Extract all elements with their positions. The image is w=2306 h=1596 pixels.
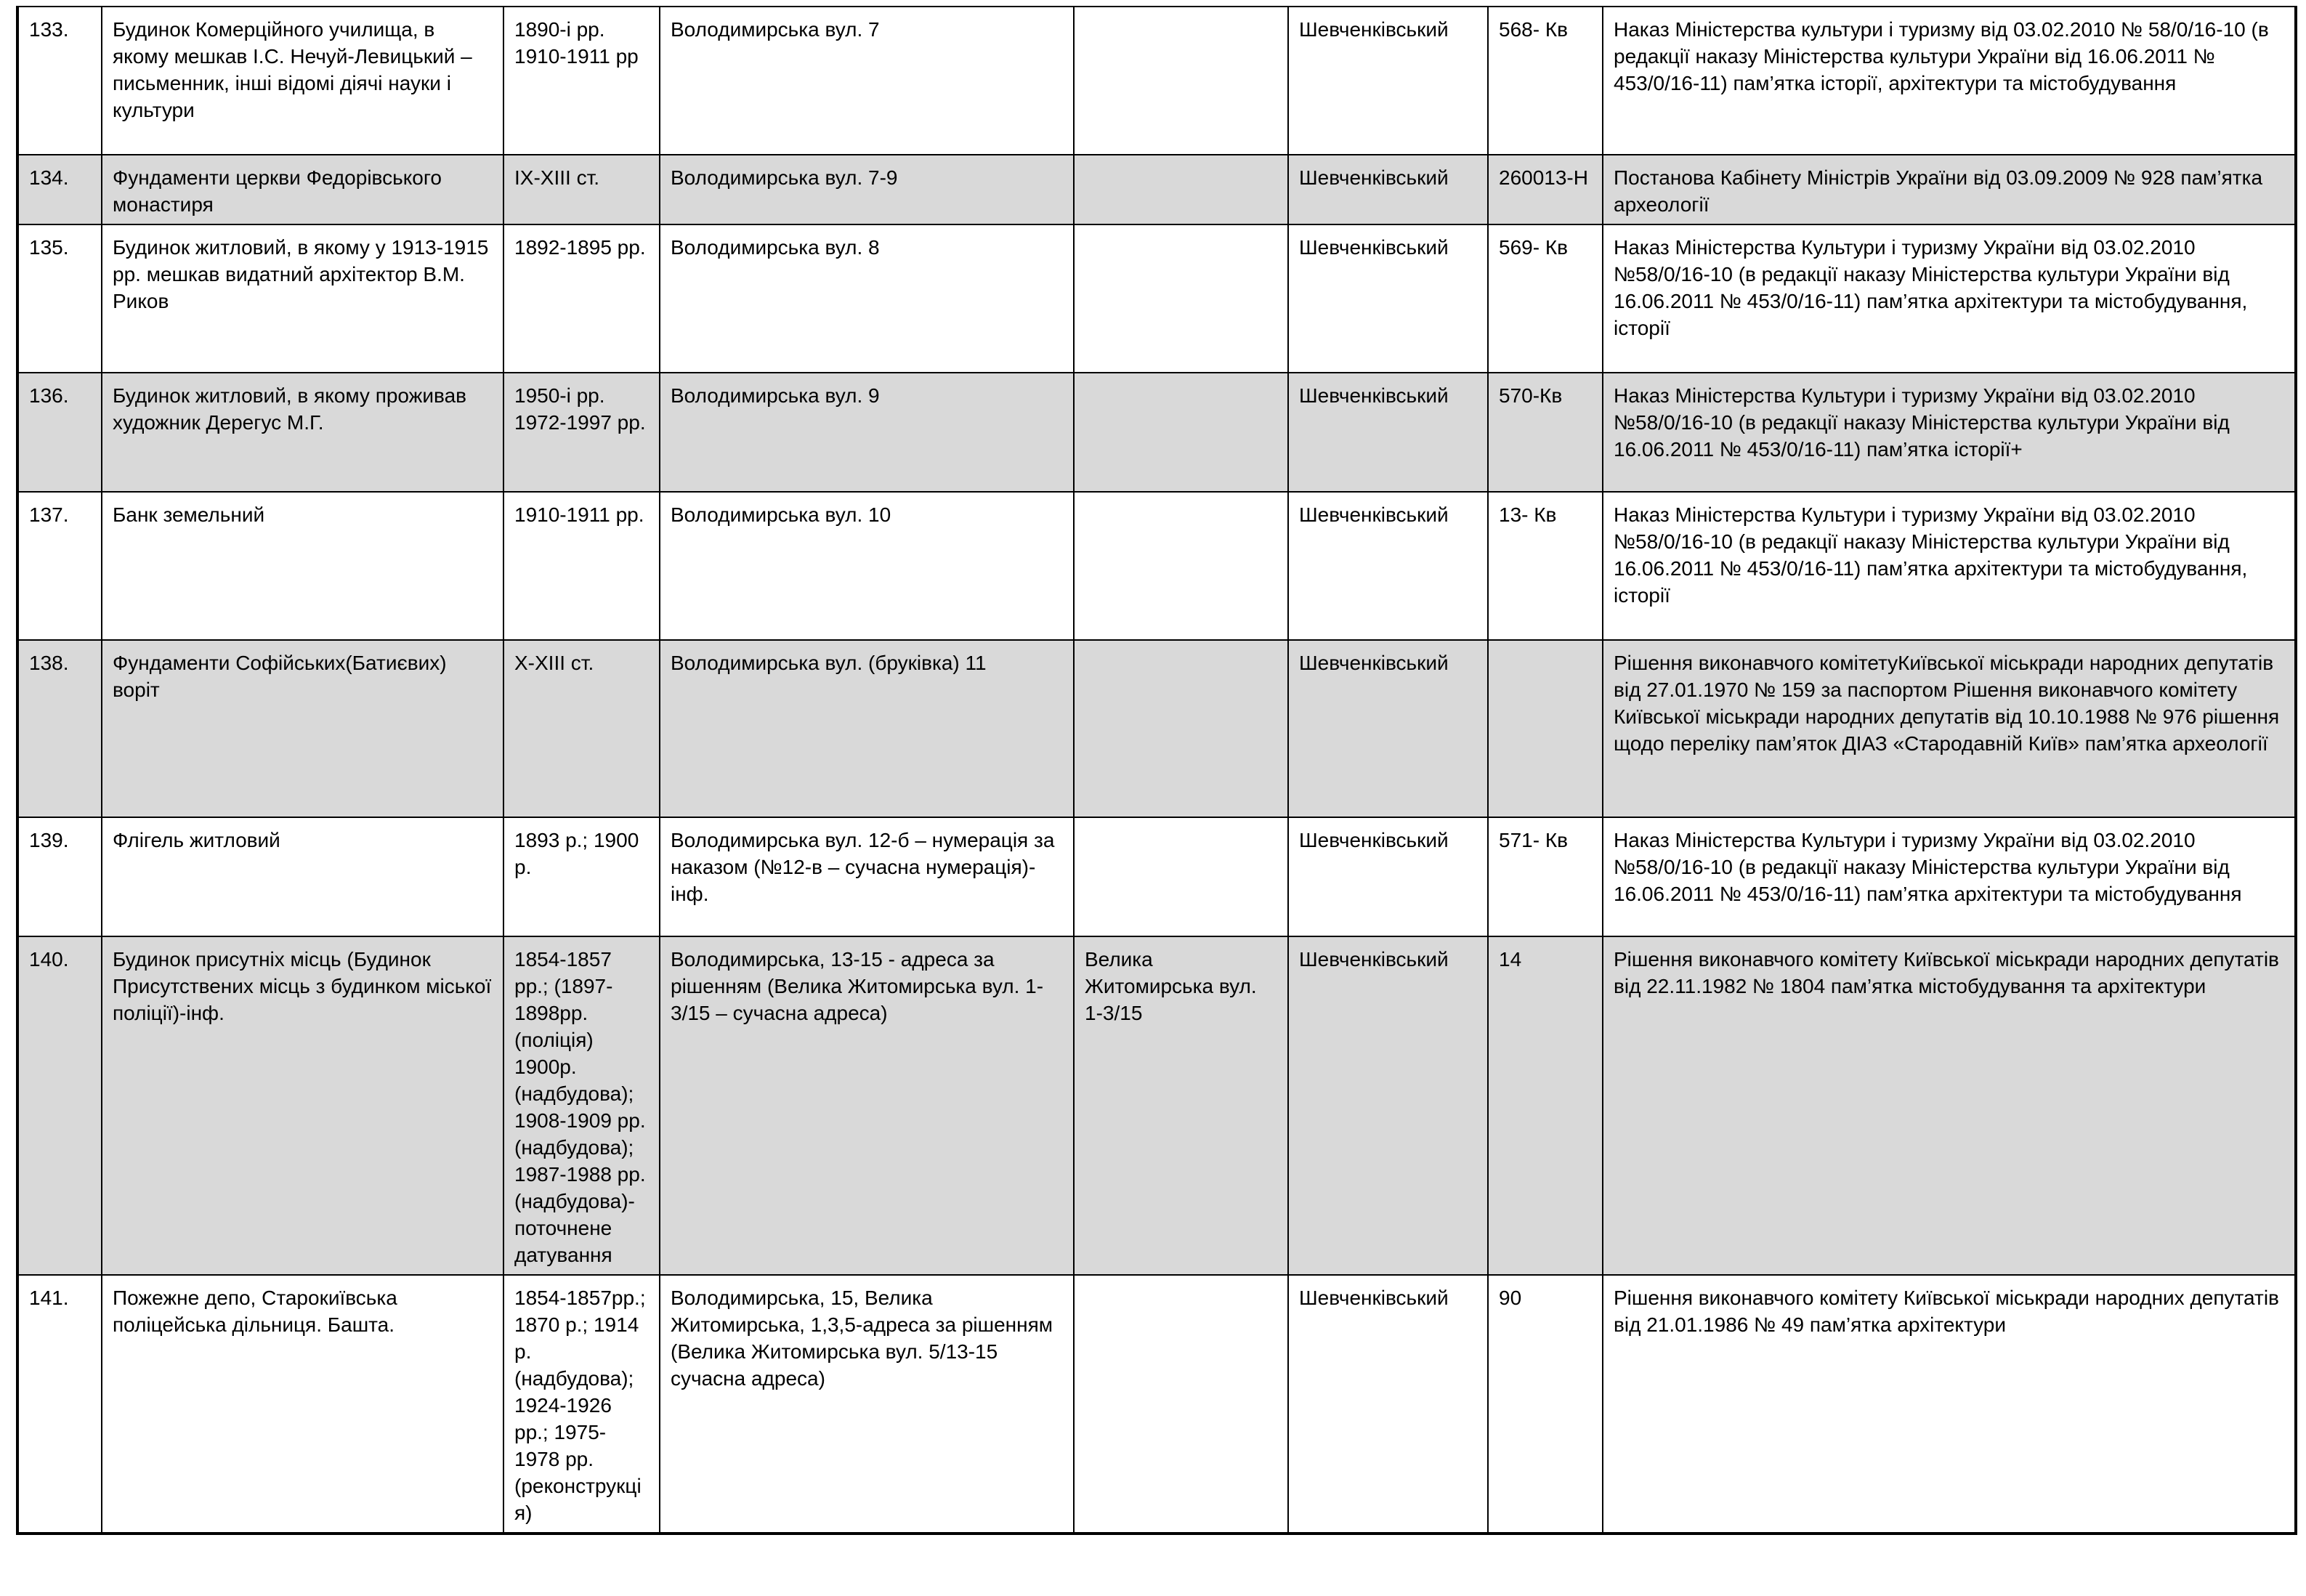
cell-alt-address: [1074, 640, 1288, 817]
cell-alt-address: [1074, 224, 1288, 373]
cell-name: Будинок присутніх місць (Будинок Присутствених місць з будинком міської поліції)-інф.: [102, 936, 503, 1275]
cell-number: 139.: [17, 817, 102, 936]
cell-number: 134.: [17, 155, 102, 224]
cell-district: Шевченківський: [1288, 492, 1488, 640]
cell-number: 133.: [17, 7, 102, 155]
cell-alt-address: [1074, 492, 1288, 640]
cell-decision: Рішення виконавчого комітету Київської міськради народних депутатів від 22.11.1982 № 1804 пам’ятка містобудування та архітектури: [1603, 936, 2296, 1275]
cell-date: 1854-1857 рр.; (1897-1898рр. (поліція) 1900р. (надбудова); 1908-1909 рр. (надбудова); 1987-1988 рр. (надбудова)-поточнене датування: [503, 936, 660, 1275]
cell-alt-address: [1074, 1275, 1288, 1534]
cell-date: Х-ХІІІ ст.: [503, 640, 660, 817]
cell-name: Будинок житловий, в якому проживав художник Дерегус М.Г.: [102, 373, 503, 492]
cell-name: Фундаменти церкви Федорівського монастиря: [102, 155, 503, 224]
cell-alt-address: [1074, 7, 1288, 155]
cell-reg-number: 260013-Н: [1488, 155, 1603, 224]
cell-district: Шевченківський: [1288, 224, 1488, 373]
cell-reg-number: 14: [1488, 936, 1603, 1275]
cell-address: Володимирська, 13-15 - адреса за рішенням (Велика Житомирська вул. 1-3/15 – сучасна адреса): [660, 936, 1074, 1275]
cell-alt-address: [1074, 155, 1288, 224]
cell-decision: Рішення виконавчого комітетуКиївської міськради народних депутатів від 27.01.1970 № 159 за паспортом Рішення виконавчого комітету Київської міськради народних депутатів від 10.10.1988 № 976 рішення щодо переліку пам’яток ДІАЗ «Стародавній Київ» пам’ятка археології: [1603, 640, 2296, 817]
cell-decision: Наказ Міністерства Культури і туризму України від 03.02.2010 №58/0/16-10 (в редакції наказу Міністерства культури України від 16.06.2011 № 453/0/16-11) пам’ятка архітектури та містобудування: [1603, 817, 2296, 936]
cell-reg-number: 90: [1488, 1275, 1603, 1534]
cell-number: 136.: [17, 373, 102, 492]
cell-name: Флігель житловий: [102, 817, 503, 936]
cell-district: Шевченківський: [1288, 155, 1488, 224]
cell-number: 138.: [17, 640, 102, 817]
cell-district: Шевченківський: [1288, 373, 1488, 492]
table-row: [17, 1275, 2296, 1534]
cell-reg-number: 569- Кв: [1488, 224, 1603, 373]
cell-name: Пожежне депо, Старокиївська поліцейська дільниця. Башта.: [102, 1275, 503, 1534]
cell-decision: Наказ Міністерства культури і туризму від 03.02.2010 № 58/0/16-10 (в редакції наказу Міністерства культури України від 16.06.2011 № 453/0/16-11) пам’ятка історії, архітектури та містобудування: [1603, 7, 2296, 155]
cell-decision: Рішення виконавчого комітету Київської міськради народних депутатів від 21.01.1986 № 49 пам’ятка архітектури: [1603, 1275, 2296, 1534]
cell-name: Будинок Комерційного училища, в якому мешкав І.С. Нечуй-Левицький – письменник, інші відомі діячі науки і культури: [102, 7, 503, 155]
cell-district: Шевченківський: [1288, 817, 1488, 936]
cell-address: Володимирська вул. 8: [660, 224, 1074, 373]
cell-alt-address: [1074, 373, 1288, 492]
table-row: [17, 373, 2296, 492]
cell-date: 1893 р.; 1900 р.: [503, 817, 660, 936]
cell-number: 140.: [17, 936, 102, 1275]
cell-address: Володимирська вул. 7: [660, 7, 1074, 155]
cell-name: Банк земельний: [102, 492, 503, 640]
cell-alt-address: [1074, 817, 1288, 936]
cell-address: Володимирська, 15, Велика Житомирська, 1,3,5-адреса за рішенням (Велика Житомирська вул. 5/13-15 сучасна адреса): [660, 1275, 1074, 1534]
cell-address: Володимирська вул. 7-9: [660, 155, 1074, 224]
cell-reg-number: 570-Кв: [1488, 373, 1603, 492]
cell-date: 1950-і рр. 1972-1997 рр.: [503, 373, 660, 492]
cell-alt-address: Велика Житомирська вул. 1-3/15: [1074, 936, 1288, 1275]
monuments-registry-table: [16, 6, 2297, 1535]
table-row: [17, 640, 2296, 817]
cell-decision: Постанова Кабінету Міністрів України від 03.09.2009 № 928 пам’ятка археології: [1603, 155, 2296, 224]
cell-reg-number: 571- Кв: [1488, 817, 1603, 936]
cell-date: 1890-і рр. 1910-1911 рр: [503, 7, 660, 155]
cell-address: Володимирська вул. (бруківка) 11: [660, 640, 1074, 817]
table-row: [17, 936, 2296, 1275]
cell-number: 135.: [17, 224, 102, 373]
table-row: [17, 817, 2296, 936]
cell-district: Шевченківський: [1288, 1275, 1488, 1534]
cell-date: 1892-1895 рр.: [503, 224, 660, 373]
cell-reg-number: [1488, 640, 1603, 817]
cell-date: 1854-1857рр.; 1870 р.; 1914 р. (надбудова); 1924-1926 рр.; 1975-1978 рр. (реконструкція): [503, 1275, 660, 1534]
registry-table-body: [17, 7, 2296, 1534]
table-row: [17, 224, 2296, 373]
cell-number: 141.: [17, 1275, 102, 1534]
cell-address: Володимирська вул. 12-б – нумерація за наказом (№12-в – сучасна нумерація)-інф.: [660, 817, 1074, 936]
cell-decision: Наказ Міністерства Культури і туризму України від 03.02.2010 №58/0/16-10 (в редакції наказу Міністерства культури України від 16.06.2011 № 453/0/16-11) пам’ятка історії+: [1603, 373, 2296, 492]
cell-reg-number: 13- Кв: [1488, 492, 1603, 640]
cell-address: Володимирська вул. 9: [660, 373, 1074, 492]
cell-district: Шевченківський: [1288, 640, 1488, 817]
cell-name: Фундаменти Софійських(Батиєвих) воріт: [102, 640, 503, 817]
table-row: [17, 7, 2296, 155]
cell-district: Шевченківський: [1288, 7, 1488, 155]
cell-date: 1910-1911 рр.: [503, 492, 660, 640]
cell-district: Шевченківський: [1288, 936, 1488, 1275]
cell-address: Володимирська вул. 10: [660, 492, 1074, 640]
cell-decision: Наказ Міністерства Культури і туризму України від 03.02.2010 №58/0/16-10 (в редакції наказу Міністерства культури України від 16.06.2011 № 453/0/16-11) пам’ятка архітектури та містобудування, історії: [1603, 224, 2296, 373]
cell-number: 137.: [17, 492, 102, 640]
table-row: [17, 155, 2296, 224]
cell-name: Будинок житловий, в якому у 1913-1915 рр. мешкав видатний архітектор В.М. Риков: [102, 224, 503, 373]
cell-reg-number: 568- Кв: [1488, 7, 1603, 155]
table-row: [17, 492, 2296, 640]
cell-date: ІХ-ХІІІ ст.: [503, 155, 660, 224]
cell-decision: Наказ Міністерства Культури і туризму України від 03.02.2010 №58/0/16-10 (в редакції наказу Міністерства культури України від 16.06.2011 № 453/0/16-11) пам’ятка архітектури та містобудування, історії: [1603, 492, 2296, 640]
